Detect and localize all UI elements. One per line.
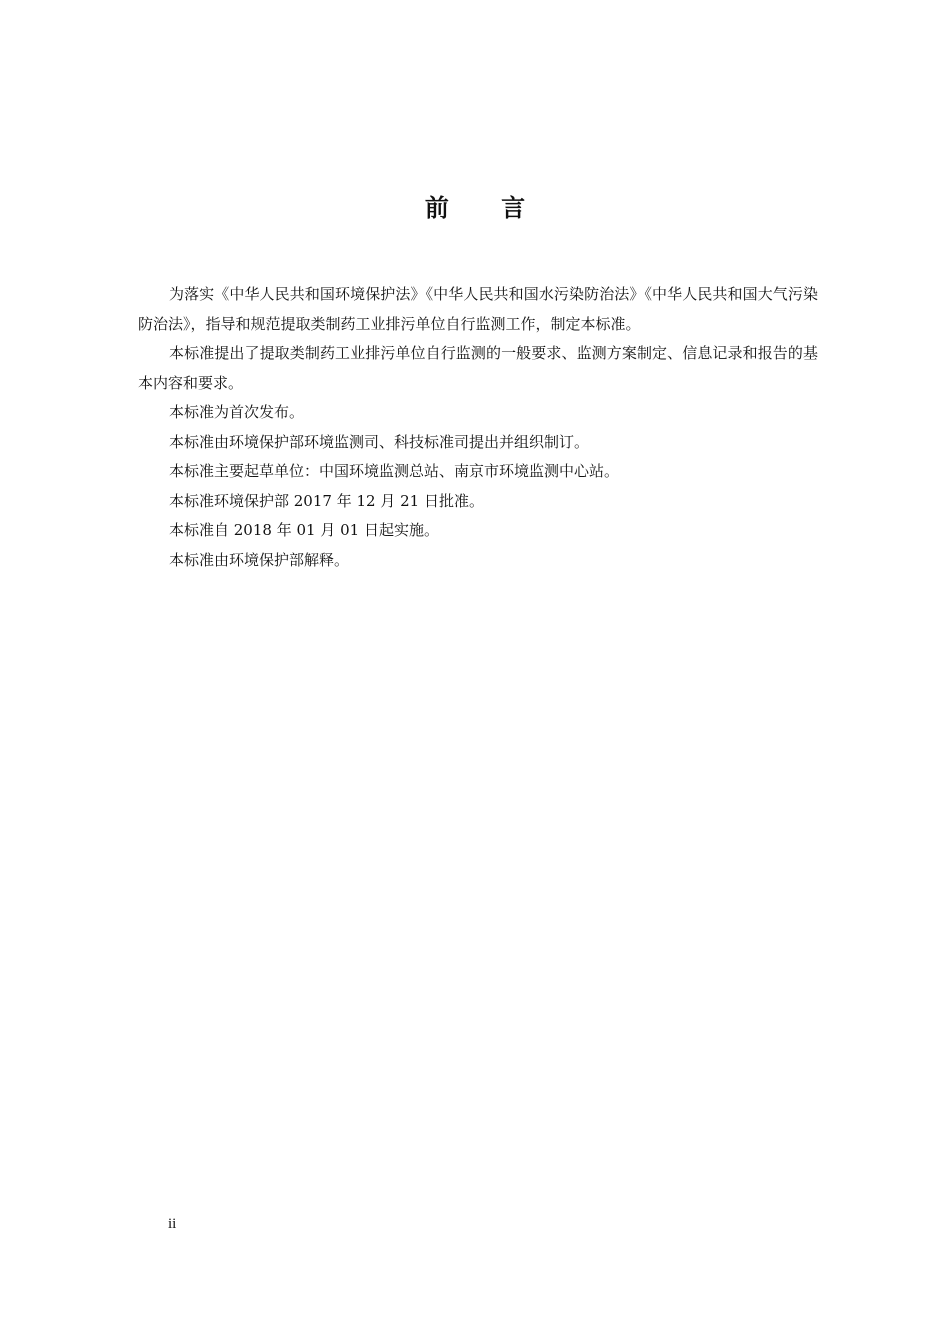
paragraph-interpretation: 本标准由环境保护部解释。 [169, 550, 350, 569]
paragraph-first-release: 本标准为首次发布。 [169, 403, 305, 421]
paragraph-proposer: 本标准由环境保护部环境监测司、科技标准司提出并组织制订。 [169, 432, 590, 451]
foreword-body [138, 280, 818, 575]
paragraph-purpose: 为落实《中华人民共和国环境保护法》《中华人民共和国水污染防治法》《中华人民共和国大气污染防治法》，指导和规范提取类制药工业排污单位自行监测工作，制定本标准。 [138, 285, 818, 333]
page-number: ii [168, 1216, 177, 1232]
page-title: 前 言 [424, 194, 548, 222]
paragraph-scope: 本标准提出了提取类制药工业排污单位自行监测的一般要求、监测方案制定、信息记录和报告的基本内容和要求。 [138, 344, 818, 392]
paragraph-drafting-units: 本标准主要起草单位：中国环境监测总站、南京市环境监测中心站。 [169, 462, 620, 480]
paragraph-approval-date: 本标准环境保护部 2017 年 12 月 21 日批准。 [169, 491, 484, 510]
paragraph-effective-date: 本标准自 2018 年 01 月 01 日起实施。 [169, 521, 439, 539]
